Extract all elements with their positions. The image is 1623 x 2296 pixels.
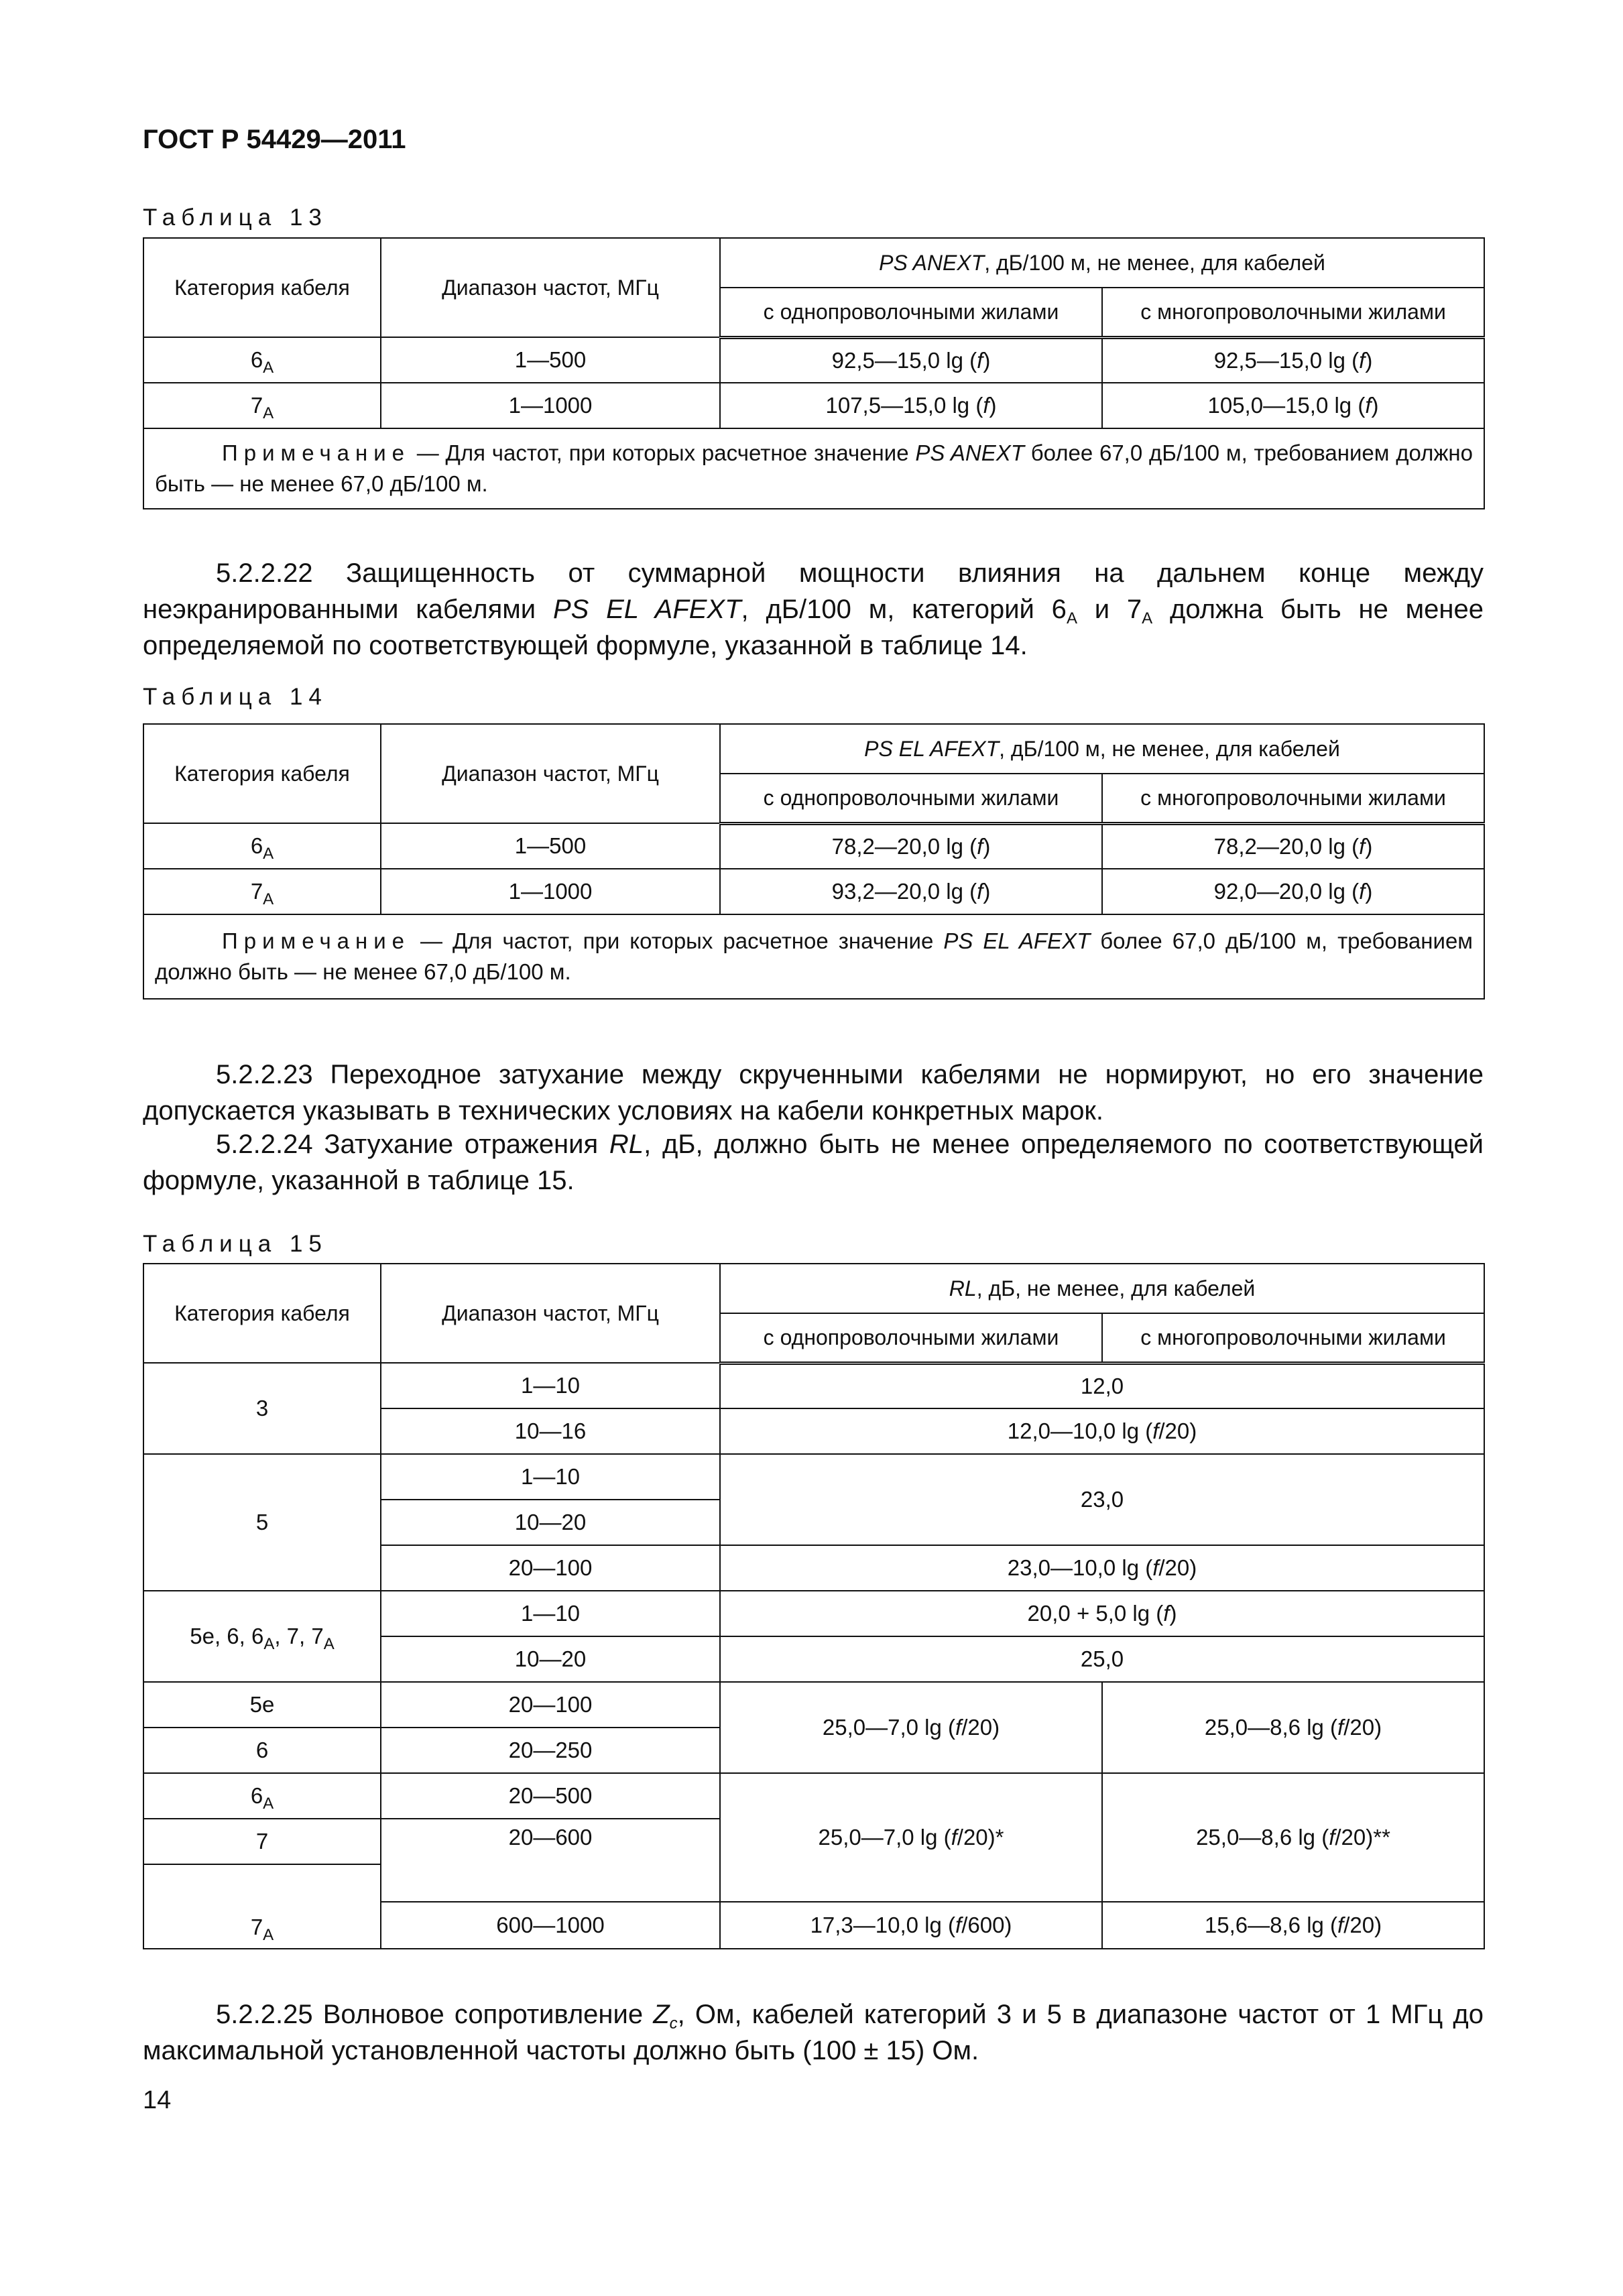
category-cell: $6_A$ bbox=[143, 1773, 381, 1819]
category-cell: $7_A$ bbox=[143, 1864, 381, 1949]
value-cell: 20,0 + 5,0 lg (f) bbox=[720, 1591, 1484, 1636]
table-row bbox=[143, 337, 1484, 383]
category-cell: 5e, 6, $6_A$, 7, $7_A$ bbox=[143, 1591, 381, 1682]
frequency-cell: 1—10 bbox=[381, 1591, 720, 1636]
paragraph-5-2-2-24: 5.2.2.24 Затухание отражения RL, дБ, должно быть не менее определяемого по соответствующей формуле, указанной в таблице 15. bbox=[143, 1130, 1484, 1195]
single-value-cell: 78,2—20,0 lg (f) bbox=[720, 823, 1102, 869]
frequency-cell: 1—10 bbox=[381, 1363, 720, 1408]
frequency-cell: 1—1000 bbox=[381, 383, 720, 428]
multi-value-cell: 25,0—8,6 lg (f/20)** bbox=[1102, 1773, 1484, 1902]
frequency-cell: 20—100 bbox=[381, 1545, 720, 1591]
single-value-cell: 25,0—7,0 lg (f/20) bbox=[720, 1682, 1102, 1773]
category-cell: 5e bbox=[143, 1682, 381, 1728]
category-cell: 6 bbox=[143, 1728, 381, 1773]
col-single-header: с однопроволочными жилами bbox=[720, 774, 1102, 823]
frequency-cell: 1—500 bbox=[381, 337, 720, 383]
table-13 bbox=[143, 237, 1485, 509]
frequency-cell: 1—500 bbox=[381, 823, 720, 869]
value-cell: 23,0—10,0 lg (f/20) bbox=[720, 1545, 1484, 1591]
value-cell: 23,0 bbox=[720, 1454, 1484, 1545]
col-multi-header: с многопроволочными жилами bbox=[1102, 1313, 1484, 1363]
category-cell: $7_A$ bbox=[143, 869, 381, 914]
table-note: Примечание — Для частот, при которых расчетное значение PS EL AFEXT более 67,0 дБ/100 м, требованием должно быть — не менее 67,0 дБ/100 м. bbox=[143, 914, 1484, 999]
value-cell: 12,0—10,0 lg (f/20) bbox=[720, 1408, 1484, 1454]
group-header: RL, дБ, не менее, для кабелей bbox=[720, 1264, 1484, 1313]
table-note: Примечание — Для частот, при которых расчетное значение PS ANEXT более 67,0 дБ/100 м, требованием должно быть — не менее 67,0 дБ/100 м. bbox=[143, 428, 1484, 509]
col-frequency-header: Диапазон частот, МГц bbox=[381, 724, 720, 823]
category-cell: 7 bbox=[143, 1819, 381, 1864]
col-single-header: с однопроволочными жилами bbox=[720, 288, 1102, 337]
table-14-caption: Таблица 14 bbox=[143, 684, 328, 710]
frequency-cell: 20—500 bbox=[381, 1773, 720, 1819]
page-number: 14 bbox=[143, 2086, 172, 2114]
col-multi-header: с многопроволочными жилами bbox=[1102, 774, 1484, 823]
table-13-caption: Таблица 13 bbox=[143, 204, 328, 231]
single-value-cell: 107,5—15,0 lg (f) bbox=[720, 383, 1102, 428]
table-14 bbox=[143, 723, 1485, 1000]
paragraph-5-2-2-25: 5.2.2.25 Волновое сопротивление $Z_c$, Ом, кабелей категорий 3 и 5 в диапазоне частот от 1 МГц до максимальной установленной частоты должно быть (100 ± 15) Ом. bbox=[143, 2000, 1484, 2065]
frequency-cell: 600—1000 bbox=[381, 1902, 720, 1949]
frequency-cell: 1—10 bbox=[381, 1454, 720, 1500]
value-cell: 12,0 bbox=[720, 1363, 1484, 1408]
frequency-cell: 10—20 bbox=[381, 1636, 720, 1682]
col-single-header: с однопроволочными жилами bbox=[720, 1313, 1102, 1363]
category-cell: 3 bbox=[143, 1363, 381, 1454]
frequency-cell: 20—600 bbox=[381, 1819, 720, 1902]
paragraph-5-2-2-22: 5.2.2.22 Защищенность от суммарной мощности влияния на дальнем конце между неэкранированными кабелями PS EL AFEXT, дБ/100 м, категорий $6_A$ и $7_A$ должна быть не менее определяемой по соответствующей формуле, указанной в таблице 14. bbox=[143, 558, 1484, 660]
multi-value-cell: 15,6—8,6 lg (f/20) bbox=[1102, 1902, 1484, 1949]
multi-value-cell: 92,5—15,0 lg (f) bbox=[1102, 337, 1484, 383]
multi-value-cell: 92,0—20,0 lg (f) bbox=[1102, 869, 1484, 914]
table-15 bbox=[143, 1263, 1485, 1949]
frequency-cell: 1—1000 bbox=[381, 869, 720, 914]
single-value-cell: 25,0—7,0 lg (f/20)* bbox=[720, 1773, 1102, 1902]
col-category-header: Категория кабеля bbox=[143, 1264, 381, 1363]
paragraph-5-2-2-23: 5.2.2.23 Переходное затухание между скрученными кабелями не нормируют, но его значение допускается указывать в технических условиях на кабели конкретных марок. bbox=[143, 1060, 1484, 1126]
multi-value-cell: 105,0—15,0 lg (f) bbox=[1102, 383, 1484, 428]
group-header: PS EL AFEXT, дБ/100 м, не менее, для кабелей bbox=[720, 724, 1484, 774]
single-value-cell: 17,3—10,0 lg (f/600) bbox=[720, 1902, 1102, 1949]
col-frequency-header: Диапазон частот, МГц bbox=[381, 1264, 720, 1363]
table-row bbox=[143, 1773, 1484, 1819]
group-header: PS ANEXT, дБ/100 м, не менее, для кабелей bbox=[720, 238, 1484, 288]
frequency-cell: 20—100 bbox=[381, 1682, 720, 1728]
col-category-header: Категория кабеля bbox=[143, 724, 381, 823]
table-row bbox=[143, 1363, 1484, 1408]
document-header: ГОСТ Р 54429—2011 bbox=[143, 125, 406, 154]
frequency-cell: 10—20 bbox=[381, 1500, 720, 1545]
category-cell: $6_A$ bbox=[143, 823, 381, 869]
col-multi-header: с многопроволочными жилами bbox=[1102, 288, 1484, 337]
table-row bbox=[143, 823, 1484, 869]
table-row bbox=[143, 1591, 1484, 1636]
table-row bbox=[143, 383, 1484, 428]
frequency-cell: 10—16 bbox=[381, 1408, 720, 1454]
col-frequency-header: Диапазон частот, МГц bbox=[381, 238, 720, 337]
col-category-header: Категория кабеля bbox=[143, 238, 381, 337]
single-value-cell: 93,2—20,0 lg (f) bbox=[720, 869, 1102, 914]
multi-value-cell: 78,2—20,0 lg (f) bbox=[1102, 823, 1484, 869]
value-cell: 25,0 bbox=[720, 1636, 1484, 1682]
table-row bbox=[143, 1454, 1484, 1500]
category-cell: $7_A$ bbox=[143, 383, 381, 428]
single-value-cell: 92,5—15,0 lg (f) bbox=[720, 337, 1102, 383]
frequency-cell: 20—250 bbox=[381, 1728, 720, 1773]
category-cell: $6_A$ bbox=[143, 337, 381, 383]
table-row bbox=[143, 869, 1484, 914]
table-row bbox=[143, 1682, 1484, 1728]
table-15-caption: Таблица 15 bbox=[143, 1231, 328, 1257]
multi-value-cell: 25,0—8,6 lg (f/20) bbox=[1102, 1682, 1484, 1773]
category-cell: 5 bbox=[143, 1454, 381, 1591]
